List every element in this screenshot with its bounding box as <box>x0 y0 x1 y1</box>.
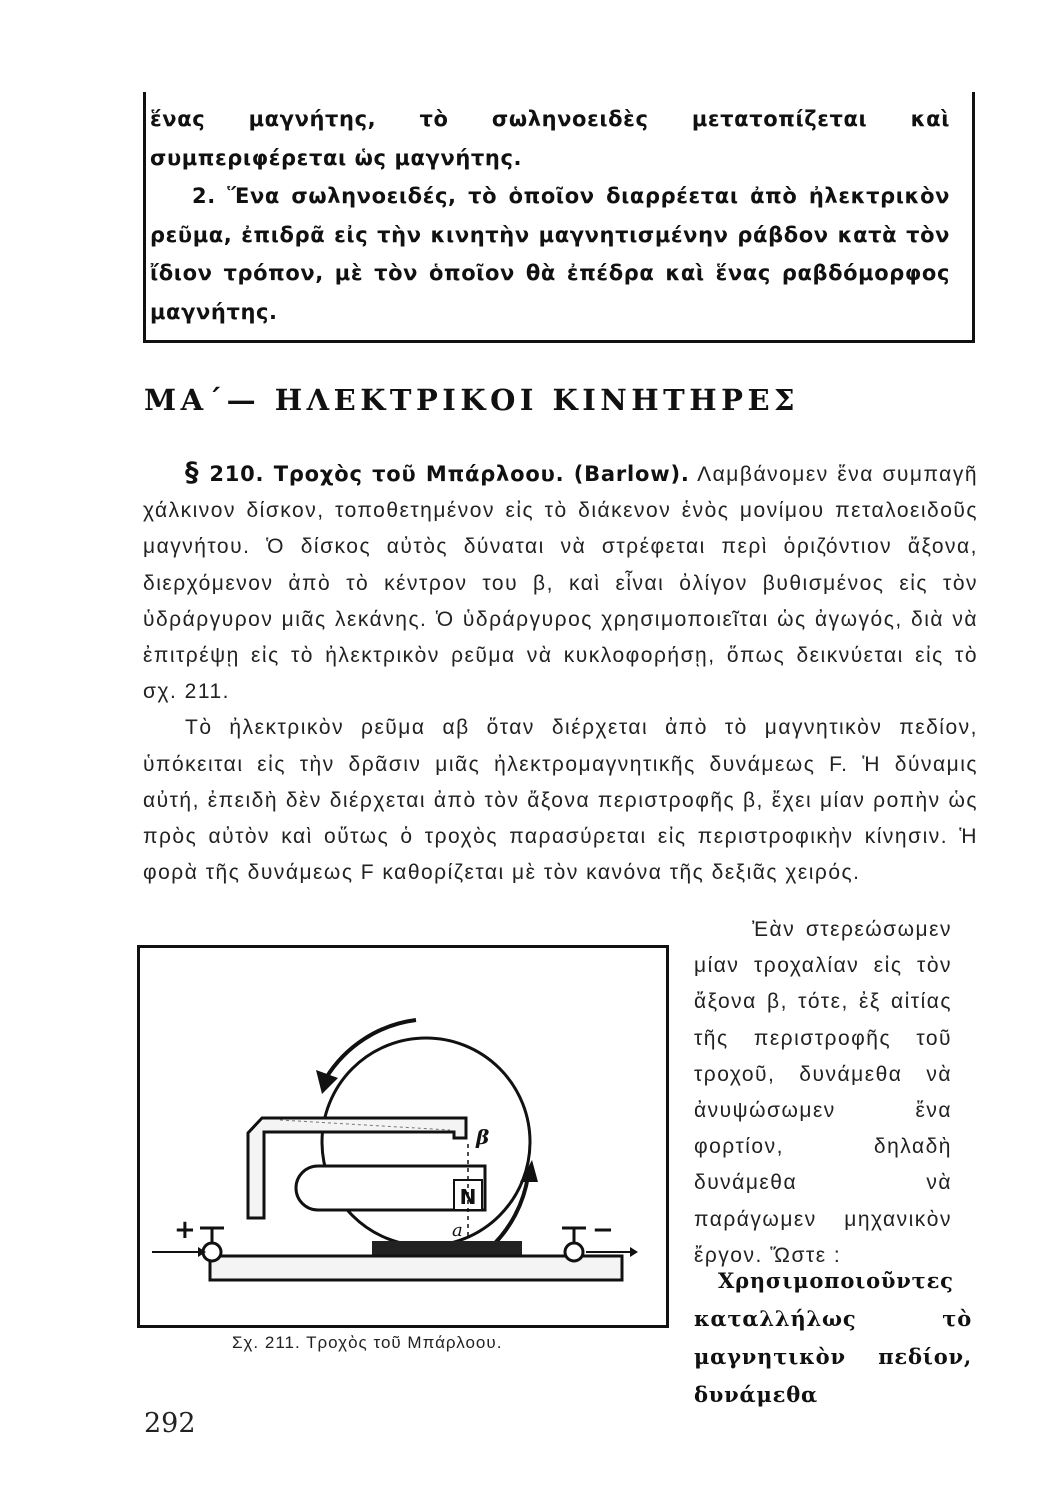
label-a: a <box>452 1220 463 1241</box>
label-b: β <box>476 1125 490 1149</box>
paragraph-210 <box>143 455 978 710</box>
terminal-right <box>565 1243 583 1261</box>
barlow-wheel-diagram <box>140 948 666 1325</box>
paragraph-force: Τὸ ἠλεκτρικὸν ρεῦμα αβ ὅταν διέρχεται ἀπὸ τὸ μαγνητικὸν πεδίον, ὑπόκειται εἰς τὴν δρᾶσιν μιᾶς ἠλεκτρομαγνητικῆς δυνάμεως F. Ἡ δύναμις αὐτή, ἐπειδὴ δὲν διέρχεται ἀπὸ τὸν ἄξονα περιστροφῆς β, ἔχει μίαν ροπὴν ὡς πρὸς αὐτὸν καὶ οὕτως ὁ τροχὸς παρασύρεται εἰς περιστροφικὴν κίνησιν. Ἡ φορὰ τῆς δυνάμεως F καθορίζεται μὲ τὸν κανόνα τῆς δεξιᾶς χειρός. <box>143 716 978 885</box>
paragraph-210-text: Λαμβάνομεν ἕνα συμπαγῆ χάλκινον δίσκον, τοποθετημένον εἰς τὸ διάκενον ἑνὸς μονίμου πεταλοειδοῦς μαγνήτου. Ὁ δίσκος αὐτὸς δύναται νὰ στρέφεται περὶ ὁριζόντιον ἄξονα, διερχόμενον ἀπὸ τὸ κέντρον του β, καὶ εἶναι ὀλίγον βυθισμένος εἰς τὸν ὑδράργυρον μιᾶς λεκάνης. Ὁ ὑδράργυρος χρησιμοποιεῖται ὡς ἀγωγός, διὰ νὰ ἐπιτρέψῃ εἰς τὸ ἠλεκτρικὸν ρεῦμα νὰ κυκλοφορήσῃ, ὅπως δεικνύεται εἰς τὸ σχ. 211. <box>143 463 978 704</box>
section-title: ΜΑ΄— ΗΛΕΚΤΡΙΚΟΙ ΚΙΝΗΤΗΡΕΣ <box>144 383 800 417</box>
figure-caption: Σχ. 211. Τροχὸς τοῦ Μπάρλοου. <box>232 1333 503 1352</box>
summary-item-2: 2. Ἕνα σωληνοειδές, τὸ ὁποῖον διαρρέεται ἀπὸ ἠλεκτρικὸν ρεῦμα, ἐπιδρᾶ εἰς τὴν κινητὴν μαγνητισμένην ράβδον κατὰ τὸν ἴδιον τρόπον, μὲ τὸν ὁποῖον θὰ ἐπέδρα καὶ ἕνας ραβδόμορφος μαγνήτης. <box>150 184 950 324</box>
conclusion-text <box>694 1262 972 1414</box>
figure-barlow-wheel <box>137 945 669 1328</box>
paragraph-heading <box>185 457 690 488</box>
rotation-arrow-top <box>326 1020 416 1078</box>
right-column-text <box>694 912 952 1274</box>
copper-disc <box>322 1038 530 1246</box>
label-n: N <box>459 1185 477 1209</box>
conclusion-line: Χρησιμοποιοῦντες καταλλήλως τὸ μαγνητικὸν πεδίον, δυνάμεθα <box>694 1268 972 1407</box>
paragraph-pulley: Ἐὰν στερεώσωμεν μίαν τροχαλίαν εἰς τὸν ἄξονα β, τότε, ἐξ αἰτίας τῆς περιστροφῆς τοῦ τροχοῦ, δυνάμεθα νὰ ἀνυψώσωμεν ἕνα φορτίον, δηλαδὴ δυνάμεθα νὰ παράγωμεν μηχανικὸν ἔργον. Ὥστε : <box>694 918 952 1267</box>
mercury-dish <box>372 1241 522 1255</box>
label-plus: + <box>174 1215 196 1245</box>
section-symbol: § <box>185 457 200 488</box>
page-number: 292 <box>144 1408 196 1439</box>
summary-line-1: ἕνας μαγνήτης, τὸ σωληνοειδὲς μετατοπίζεται καὶ συμπεριφέρεται ὡς μαγνήτης. <box>150 107 950 170</box>
rotation-arrow-bottom <box>490 1176 528 1248</box>
body-text <box>143 455 978 891</box>
base-board <box>210 1256 622 1280</box>
summary-box-text <box>150 100 950 331</box>
label-minus: − <box>592 1215 614 1245</box>
paragraph-heading-text: 210. Τροχὸς τοῦ Μπάρλοου. (Barlow). <box>209 462 690 486</box>
